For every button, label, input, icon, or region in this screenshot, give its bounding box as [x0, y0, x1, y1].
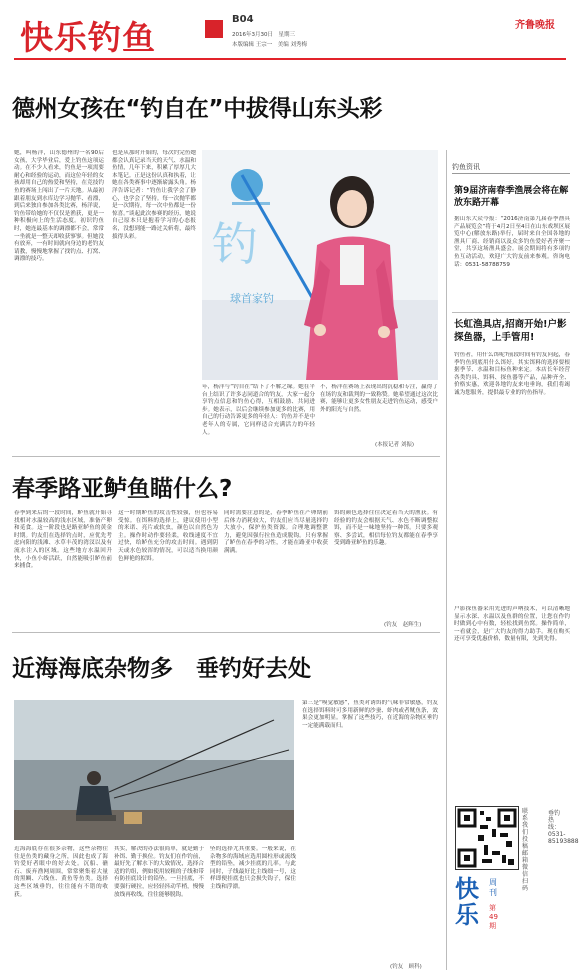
article1-col3: 年，杨洋与“钓自在”结下了不解之缘。她在平台上结识了许多志同道合的钓友，大家一起分享钓点信息和钓鱼心得，互相鼓励、共同进步。她表示，以后会继续参加更多的比赛，用自己的行动告诉更多的年轻人：钓鱼并不是中老年人的专属，它同样适合充满活力的年轻人。 [202, 384, 315, 436]
article3-photo [14, 700, 294, 840]
ad1-body2: 户影探鱼器采用先进的声呐技术，可以清晰地显示水深、水温以及鱼群的位置，让您在作钓时做到心中有数，轻松找到鱼窝。操作简单，一看就会，是广大钓友的得力助手。现在购买还可享受优惠价格，数量有限，先到先得。 [454, 606, 570, 643]
article3-headline: 近海海底杂物多 垂钓好去处 [12, 656, 311, 682]
ad1-body: 钓鱼者，用什么饵呢?前段时间有钓友问起，春季钓鱼到底用什么饵好。其实饵料的选择要根据季节、水温和目标鱼种来定。本店长年经营各类钓具、饵料、探鱼器等产品，品种齐全、价格实惠，欢迎各地钓友来电垂询，我们将竭诚为您服务，提供最专业的钓鱼指导。 [454, 352, 570, 396]
page-number: B04 [232, 14, 254, 25]
article1-photo [202, 150, 438, 380]
section-tag-label: 钓鱼资讯 [452, 163, 480, 171]
article3-col4: 第三是“嗅觉敏感”，鱼类对诱饵的气味非常敏感，钓友在选择饵料时可多用新鲜的沙蚕、虾肉或者鱿鱼条，效果会更加明显。掌握了这些技巧，在近海的杂物区垂钓一定能满载而归。 [302, 700, 438, 729]
contact-info: 垂钓热线：0531-85193888 [548, 810, 579, 845]
article1-col1: 她，叫杨洋，山东德州的一名90后女孩，大学毕业后，爱上钓鱼这项运动。在不少人看来，钓鱼是一项需要耐心和经验的运动，而这位年轻的女孩却用自己的热爱和坚持，在竞技钓鱼的赛场上闯出了一片天地。从最初跟着朋友到水库边学习抛竿、看漂，到后来独自参加各类比赛，杨洋说，钓鱼带给她的不仅仅是渔获，更是一种积极向上的生活态度。初识钓鱼时，她连最基本的调漂都不会，常常一坐就是一整天却收获寥寥。但她没有放弃，一有时间就向身边的老钓友请教，慢慢地掌握了找钓点、打窝、调漂的技巧。 [14, 150, 104, 263]
sea-fishing-photo [14, 700, 294, 840]
masthead-rule [14, 58, 566, 60]
article1-col2: 也是从那时开始的，每次钓完鱼她都会认真记录当天的天气、水温和鱼情，几年下来，积累了厚厚几大本笔记。正是这份认真和执着，让她在各类赛事中逐渐崭露头角。杨洋告诉记者：“钓鱼让我学会了静心，也学会了坚持。每一次抛竿都是一次期待，每一次中鱼都是一份惊喜。”谈起此次参赛的经历，她说自己原本只是抱着学习的心态报名，没想到能一路过关斩将，最终拔得头彩。 [112, 150, 196, 240]
article1-col4: 不，杨洋在赛场上表现出的沉稳和专注，赢得了在场钓友和裁判的一致称赞。她希望通过这次比赛，能够让更多女性朋友走进钓鱼运动，感受户外的阳光与自然。 [320, 384, 438, 413]
article3-col3: 坠的选择尤其重要。一般来说，在杂物多的海域应选用圆柱形或流线型的铅坠，减少挂底的几率。与此同时，子线最好比主线细一号，这样即便挂底也只会损失钩子，保住主线和浮漂。 [210, 846, 296, 890]
divider [452, 312, 570, 313]
issue-date: 2016年3月30日 星期三 [232, 32, 295, 38]
masthead-title: 快乐钓鱼 [20, 18, 156, 57]
qr-code[interactable] [455, 806, 519, 870]
svg-text:球首家钓: 球首家钓 [230, 292, 274, 305]
article2-col1: 春季到来后的一段时间，鲈鱼就开始寻找相对水温较高的浅水区域，准备产卵和觅食。这一阶段也是路亚鲈鱼的黄金时期。钓友们在选择钓点时，应优先考虑向阳的浅滩、水草丰茂的湾汊以及有流水注入的区域。这些地方水温回升快，小鱼小虾活跃，自然能吸引鲈鱼前来捕食。 [14, 510, 112, 570]
girl-fishing-photo [202, 150, 438, 380]
article1-headline: 德州女孩在“钓自在”中拔得山东头彩 [12, 96, 383, 122]
article3-caption: (钓友 顾科) [390, 964, 422, 970]
article2-headline: 春季路亚鲈鱼瞄什么? [12, 476, 233, 502]
divider [12, 632, 440, 633]
weekly-logo [455, 876, 515, 960]
ad1-title: 长虹渔具店,招商开始!户影探鱼器，上手管用! [454, 319, 567, 343]
article2-col2: 这一时期鲈鱼的攻击性较强，但也容易受惊。在饵料的选择上，建议使用小型的米诺、亮片或软虫，颜色以自然色为主。操作时动作要轻柔，收线速度不宜过快，给鲈鱼充分的攻击时间。遇到阴天或水色较浑的情况，可以适当换用颜色鲜艳的拟饵。 [118, 510, 218, 562]
masthead [0, 0, 580, 66]
qr-caption: 联系我们 投稿邮箱 微信扫码 [522, 808, 535, 892]
masthead-logo-box [205, 20, 223, 38]
article2-caption: (钓友 赵辉生) [384, 622, 422, 628]
news1-title: 第9届济南春季渔展会将在解放东路开幕 [454, 186, 569, 208]
sidebar-rule [446, 150, 447, 970]
article1-caption: (本报记者 刘振) [375, 442, 415, 448]
article3-col1: 近海海底存在很多杂物，这些杂物往往是鱼类的藏身之所，因此也成了海钓爱好者眼中的好去处。沉船、礁石、废弃渔网周围，常常聚集着大量的黑鲷、六线鱼、黄鱼等鱼类。选择这些区域垂钓，往往能有不错的收获。 [14, 846, 108, 898]
news1-body: 据山东大众今报：“2016济南第九届春季渔具产品展览会”将于4月2日至4日在山东戏坝区展览中心(解放东路)举行，届时来自全国各地的渔具厂商、经销商以及众多钓鱼爱好者齐聚一堂，共享这场渔具盛会。展会期间将有多项钓鱼互动活动，欢迎广大钓友前来参观。咨询电话：0531-58788759 [454, 216, 570, 268]
article2-col4: 饵的颜色选择往往决定着当天的渔获。有经验的钓友会根据天气、水色不断调整拟饵，而不是一味地坚持一种饵。只要多观察、多尝试，相信每位钓友都能在春季享受到路亚鲈鱼的乐趣。 [334, 510, 438, 547]
svg-text:钓: 钓 [212, 217, 258, 271]
qr-code-icon [456, 807, 518, 869]
article3-col2: 其实，解决的办法很简单，就是勤于补饵、勤于换位。钓友们在作钓前，最好先了解水下的大致情况，选择合适的钓组，例如使用较粗的子线和带有防挂底设计的铅坠。一旦挂底，不要强行硬拉，应轻轻抖动竿梢，慢慢放线再收线，往往能够脱钩。 [114, 846, 204, 898]
logo-issue: 第49期 [489, 904, 498, 930]
section-tag [452, 154, 570, 174]
editor-credit: 本版编辑 王宗一 美编 刘秀梅 [232, 42, 307, 48]
article2-col3: 同时需要注意的是，春季鲈鱼在产卵期前后体力消耗较大，钓友们应当尽量选择钓大放小，保护鱼类资源。合理地调整泄力，避免因强行拉鱼造成脱钩。只有掌握了鲈鱼在春季的习性，才能在路亚中收获满满。 [224, 510, 328, 554]
logo-sub: 周刊 [489, 878, 497, 897]
logo-text: 快乐 [455, 875, 479, 929]
divider [12, 456, 440, 457]
paper-name: 齐鲁晚报 [515, 20, 555, 31]
